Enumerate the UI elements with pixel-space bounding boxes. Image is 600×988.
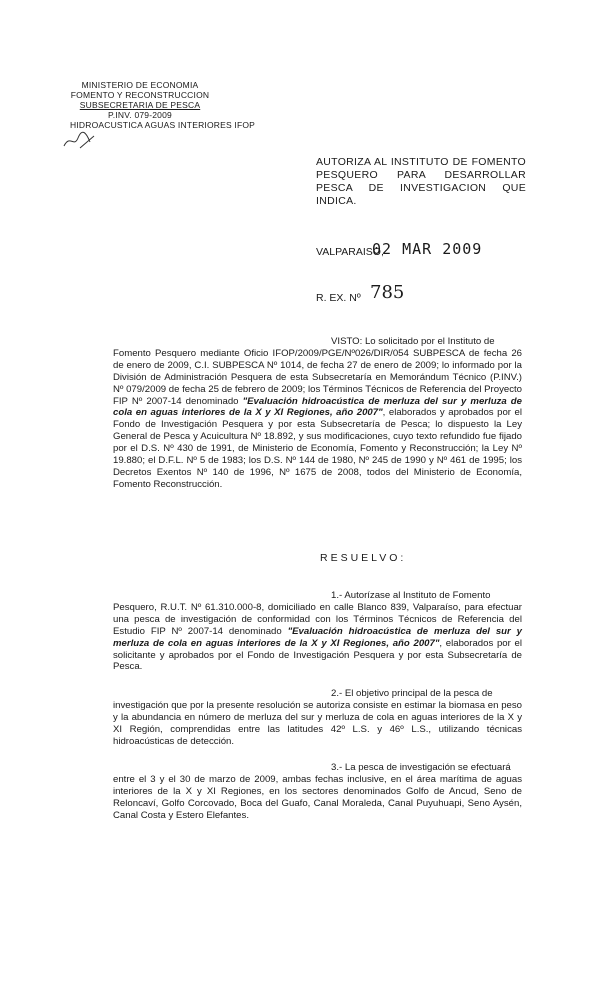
article-1-body-b: , elaborados por el solicitante y aprobados por el Fondo de Investigación Pesquera y por esta Subsecretaría de Pesca. <box>113 637 523 673</box>
visto-paragraph <box>113 336 522 491</box>
letterhead-ministry: MINISTERIO DE ECONOMIA <box>81 80 199 90</box>
resolution-label: R. EX. Nº <box>316 292 361 304</box>
visto-lead: VISTO: Lo solicitado por el Instituto de <box>331 336 495 347</box>
visto-project-title: "Evaluación hidroacústica de merluza del sur y merluza de cola en aguas interiores de la X y XI Regiones, año 2007" <box>113 395 522 419</box>
letterhead-file-ref: P.INV. 079-2009 <box>108 110 172 120</box>
issue-date-stamp: 02 MAR 2009 <box>372 240 483 258</box>
article-1-body-a: Pesquero, R.U.T. Nº 61.310.000-8, domiciliado en calle Blanco 839, Valparaíso, para efectuar una pesca de investigación de conformidad con los Términos Técnicos de Referencia del Estudio FIP Nº 2007-14 denominado <box>113 601 522 637</box>
article-1-lead: 1.- Autorízase al Instituto de Fomento <box>331 590 491 601</box>
visto-body-b: , elaborados y aprobados por el Fondo de Investigación Pesquera y por esta Subsecretaría de Pesca; lo dispuesto la Ley General de Pesca y Acuicultura Nº 18.892, y sus modificaciones, cuyo texto refundido fue fijado por el D.S. Nº 430 de 1991, de Ministerio de Economía, Fomento y Reconstrucción; la Ley Nº 19.880; el D.F.L. Nº 5 de 1983; los D.S. Nº 144 de 1980, Nº 245 de 1990 y Nº 461 de 1995; los Decretos Exentos Nº 140 de 1996, Nº 1675 de 2008, todos del Ministerio de Economía, Fomento Reconstrucción. <box>113 407 523 490</box>
letterhead-subject-ref: HIDROACUSTICA AGUAS INTERIORES IFOP <box>70 120 256 130</box>
resolution-title: AUTORIZA AL INSTITUTO DE FOMENTO PESQUERO PARA DESARROLLAR PESCA DE INVESTIGACION QUE INDICA. <box>316 156 526 207</box>
article-1-project-title: "Evaluación hidroacústica de merluza del sur y merluza de cola en aguas interiores de la X y XI Regiones, año 2007" <box>113 625 522 649</box>
issue-place: VALPARAISO, <box>316 246 384 258</box>
letterhead <box>70 80 255 130</box>
article-2-lead: 2.- El objetivo principal de la pesca de <box>331 688 493 699</box>
resolution-number: 785 <box>370 282 405 303</box>
article-3 <box>113 762 522 822</box>
visto-body-a: Fomento Pesquero mediante Oficio IFOP/2009/PGE/Nº026/DIR/054 SUBPESCA de fecha 26 de enero de 2009, C.I. SUBPESCA Nº 1014, de fecha 27 de enero de 2009; lo informado por la División de Administración Pesquera de esta Subsecretaría en Memorándum Técnico (P.INV.) Nº 079/2009 de fecha 25 de febrero de 2009; los Términos Técnicos de Referencia del Proyecto FIP Nº 2007-14 denominado <box>113 347 523 407</box>
article-2-body: investigación que por la presente resolución se autoriza consiste en estimar la biomasa en peso y la abundancia en número de merluza del sur y merluza de cola en aguas interiores de la X y XI Región, comprendidas entre las latitudes 42º L.S. y 46º L.S., utilizando técnicas hidroacústicas de detección. <box>113 699 522 747</box>
signature-mark <box>60 128 100 152</box>
article-2 <box>113 688 522 748</box>
article-1 <box>113 590 522 673</box>
article-3-body: entre el 3 y el 30 de marzo de 2009, ambas fechas inclusive, en el área marítima de aguas interiores de la X y XI Regiones, en los sectores denominados Golfo de Ancud, Seno de Reloncaví, Golfo Corcovado, Boca del Guafo, Canal Moraleda, Canal Puyuhuapi, Seno Aysén, Canal Costa y Estero Elefantes. <box>113 773 522 821</box>
letterhead-subsecretaria: SUBSECRETARIA DE PESCA <box>79 100 201 110</box>
letterhead-ministry-2: FOMENTO Y RECONSTRUCCION <box>70 90 210 100</box>
resuelvo-heading: RESUELVO: <box>320 552 407 564</box>
article-3-lead: 3.- La pesca de investigación se efectuará <box>331 762 511 773</box>
